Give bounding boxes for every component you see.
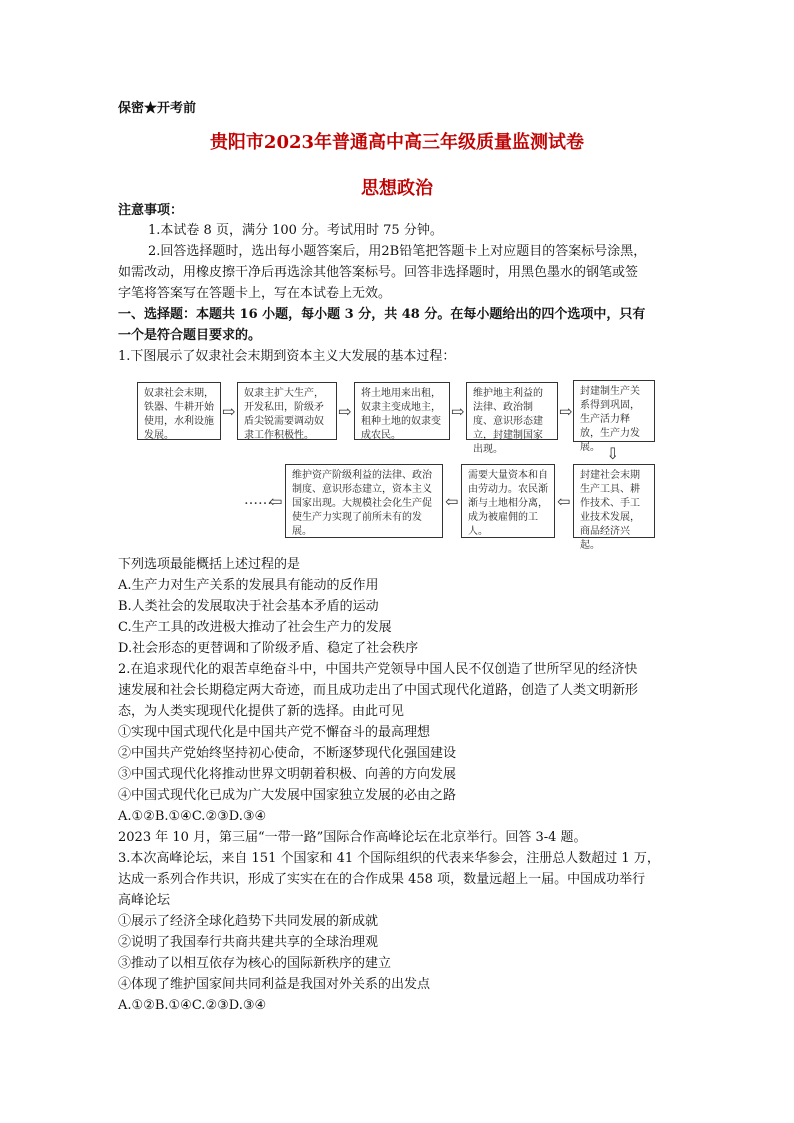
question-2-stem-line-1: 2.在追求现代化的艰苦卓绝奋斗中，中国共产党领导中国人民不仅创造了世所罕见的经济快 (118, 662, 638, 677)
flow-arrow-right-icon: ⇨ (338, 402, 352, 421)
question-3-stem-line-2: 达成一系列合作共识，形成了实实在在的合作成果 458 项，数量远超上一届。中国成功举行 (118, 872, 646, 887)
flow-box-5: 封建制生产关系得到巩固，生产活力释放，生产力发展。 (573, 380, 655, 442)
subject-title: 思想政治 (361, 178, 433, 199)
question-3-item-3: ③推动了以相互依存为核心的国际新秩序的建立 (118, 956, 392, 971)
question-3-answers: A.①②B.①④C.②③D.③④ (118, 998, 267, 1013)
flow-box-2: 奴隶主扩大生产，开发私田，阶级矛盾尖锐需要调动奴隶工作积极性。 (237, 382, 337, 440)
flow-arrow-left-icon: ⇦ (269, 492, 283, 511)
question-3-item-1: ①展示了经济全球化趋势下共同发展的新成就 (118, 914, 379, 929)
flow-arrow-left-icon: ⇦ (445, 492, 459, 511)
exam-title: 贵阳市2023年普通高中高三年级质量监测试卷 (209, 132, 585, 153)
notes-item-2-line-3: 字笔将答案写在答题卡上，写在本试卷上无效。 (118, 286, 392, 301)
flow-box-8: 维护资产阶级利益的法律、政治制度、意识形态建立，资本主义国家出现。大规模社会化生产促使生产力实现了前所未有的发展。 (285, 464, 443, 538)
question-2-item-1: ①实现中国式现代化是中国共产党不懈奋斗的最高理想 (118, 725, 431, 740)
flow-ellipsis: …… (244, 492, 272, 508)
question-2-item-4: ④中国式现代化已成为广大发展中国家独立发展的必由之路 (118, 788, 457, 803)
question-2-answers: A.①②B.①④C.②③D.③④ (118, 809, 267, 824)
question-2-stem-line-2: 速发展和社会长期稳定两大奇迹，而且成功走出了中国式现代化道路，创造了人类文明新形 (118, 683, 639, 698)
questions-3-4-intro: 2023 年 10 月，第三届“一带一路”国际合作高峰论坛在北京举行。回答 3-4 题。 (118, 830, 587, 845)
notes-item-2-line-2: 如需改动，用橡皮擦干净后再选涂其他答案标号。回答非选择题时，用黑色墨水的钢笔或签 (118, 265, 639, 280)
question-2-item-3: ③中国式现代化将推动世界文明朝着积极、向善的方向发展 (118, 767, 457, 782)
question-3-item-2: ②说明了我国奉行共商共建共享的全球治理观 (118, 935, 379, 950)
flow-arrow-down-icon: ⇩ (606, 444, 620, 463)
notes-item-2-line-1: 2.回答选择题时，选出每小题答案后，用2B铅笔把答题卡上对应题目的答案标号涂黑， (148, 244, 647, 259)
flow-box-1: 奴隶社会末期，铁器、牛耕开始使用，水利设施发展。 (137, 382, 221, 440)
flow-box-4: 维护地主利益的法律、政治制度、意识形态建立，封建制国家出现。 (466, 382, 558, 440)
question-1-option-c: C.生产工具的改进极大推动了社会生产力的发展 (118, 620, 392, 635)
notes-item-1: 1.本试卷 8 页，满分 100 分。考试用时 75 分钟。 (148, 223, 443, 238)
flow-box-6: 封建社会末期生产工具、耕作技术、手工业技术发展，商品经济兴起。 (573, 464, 655, 538)
question-1-prompt: 下列选项最能概括上述过程的是 (118, 557, 301, 572)
question-2-stem-line-3: 态，为人类实现现代化提供了新的选择。由此可见 (118, 704, 405, 719)
question-1-option-d: D.社会形态的更替调和了阶级矛盾、稳定了社会秩序 (118, 641, 419, 656)
flow-arrow-right-icon: ⇨ (222, 402, 236, 421)
flow-box-3: 将土地用来出租，奴隶主变成地主，租种土地的奴隶变成农民。 (354, 382, 450, 440)
question-3-stem-line-3: 高峰论坛 (118, 893, 171, 908)
question-3-stem-line-1: 3.本次高峰论坛，来自 151 个国家和 41 个国际组织的代表来华参会，注册总人数超过 1 万， (118, 851, 660, 866)
flow-box-7: 需要大量资本和自由劳动力。农民渐渐与土地相分离，成为被雇佣的工人。 (461, 464, 555, 538)
question-1-option-a: A.生产力对生产关系的发展具有能动的反作用 (118, 578, 379, 593)
question-2-item-2: ②中国共产党始终坚持初心使命，不断逐梦现代化强国建设 (118, 746, 457, 761)
confidential-label: 保密★开考前 (118, 101, 197, 116)
flow-arrow-right-icon: ⇨ (559, 402, 573, 421)
section-heading-line-2: 一个是符合题目要求的。 (118, 328, 262, 343)
question-3-item-4: ④体现了维护国家间共同利益是我国对外关系的出发点 (118, 977, 431, 992)
notes-heading: 注意事项： (118, 203, 184, 218)
flow-arrow-left-icon: ⇦ (557, 492, 571, 511)
question-1-stem: 1.下图展示了奴隶社会末期到资本主义大发展的基本过程： (118, 349, 456, 364)
flow-arrow-right-icon: ⇨ (451, 402, 465, 421)
question-1-option-b: B.人类社会的发展取决于社会基本矛盾的运动 (118, 599, 379, 614)
section-heading-line-1: 一、选择题：本题共 16 小题，每小题 3 分，共 48 分。在每小题给出的四个选项中，只有 (118, 307, 646, 322)
